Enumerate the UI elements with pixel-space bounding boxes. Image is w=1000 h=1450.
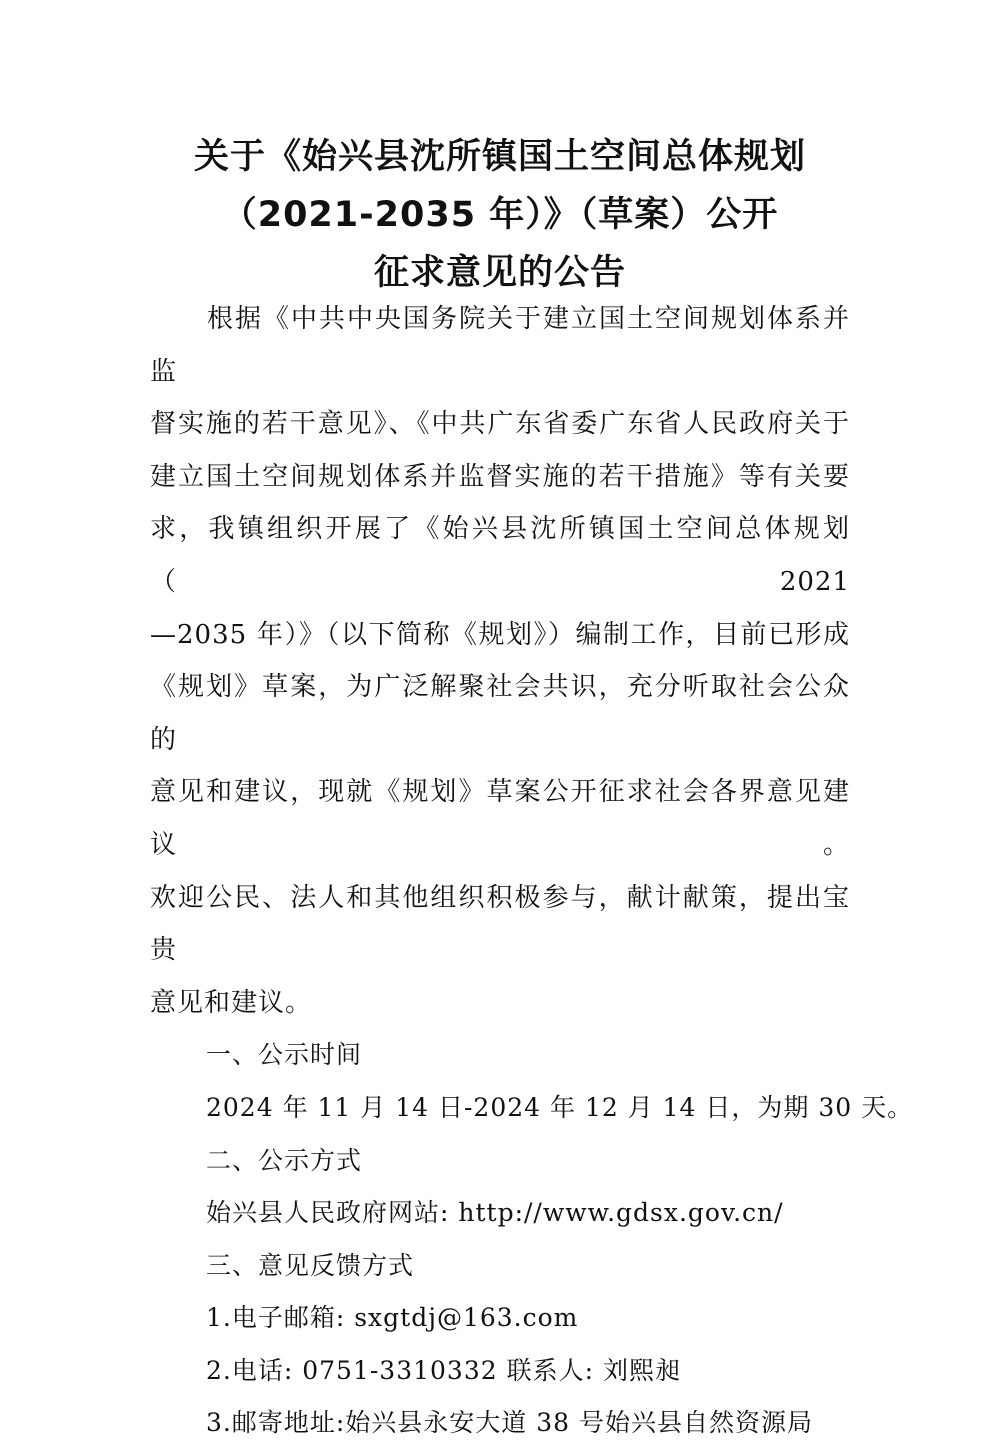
feedback-email: 1.电子邮箱: sxgtdj@163.com (206, 1303, 579, 1333)
document-body (150, 293, 914, 1450)
section-heading-time: 一、公示时间 (206, 1040, 363, 1070)
intro-paragraph (150, 293, 850, 1029)
title-line-1: 关于《始兴县沈所镇国土空间总体规划 (193, 137, 806, 177)
intro-line-5: —2035 年）》（以下简称《规划》）编制工作，目前已形成 (150, 619, 850, 650)
intro-line-4: 求，我镇组织开展了《始兴县沈所镇国土空间总体规划（2021 (150, 514, 850, 597)
intro-line-3: 建立国土空间规划体系并监督实施的若干措施》等有关要 (150, 461, 850, 492)
section-heading-method: 二、公示方式 (206, 1145, 363, 1175)
publicity-website: 始兴县人民政府网站: http://www.gdsx.gov.cn/ (206, 1198, 784, 1228)
title-line-2: （2021-2035 年）》（草案）公开 (221, 195, 779, 235)
intro-line-6: 《规划》草案，为广泛解聚社会共识，充分听取社会公众的 (150, 672, 850, 755)
section-heading-feedback: 三、意见反馈方式 (206, 1250, 415, 1280)
intro-line-1 (150, 293, 850, 398)
title-line-3: 征求意见的公告 (373, 253, 626, 293)
intro-line-9: 意见和建议。 (150, 987, 313, 1018)
intro-line-1-text: 根据《中共中央国务院关于建立国土空间规划体系并监 (150, 304, 850, 387)
intro-line-2: 督实施的若干意见》、《中共广东省委广东省人民政府关于 (150, 409, 850, 440)
document-title (120, 128, 880, 302)
intro-line-7: 意见和建议，现就《规划》草案公开征求社会各界意见建议。 (150, 777, 850, 860)
publicity-period: 2024 年 11 月 14 日-2024 年 12 月 14 日，为期 30 天。 (206, 1092, 914, 1122)
feedback-phone: 2.电话: 0751-3310332 联系人: 刘熙昶 (206, 1355, 681, 1385)
feedback-address: 3.邮寄地址:始兴县永安大道 38 号始兴县自然资源局 (206, 1408, 813, 1438)
intro-line-8: 欢迎公民、法人和其他组织积极参与，献计献策，提出宝贵 (150, 882, 850, 966)
